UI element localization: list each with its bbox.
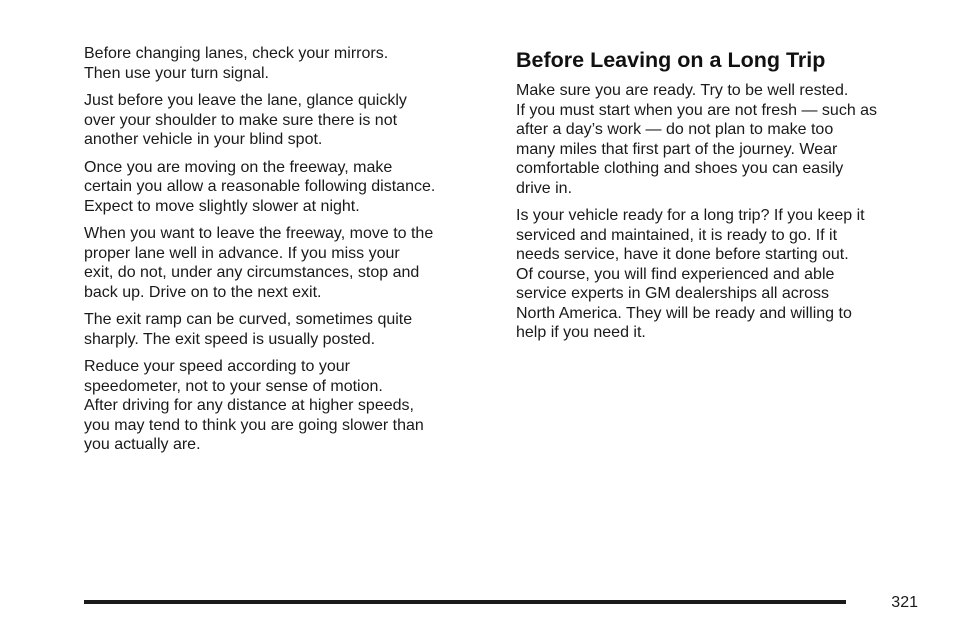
paragraph-blind-spot: Just before you leave the lane, glance quickly over your shoulder to make sure there is not another vehicle in your blind spot. (84, 92, 407, 148)
paragraph-leave-freeway: When you want to leave the freeway, move to the proper lane well in advance. If you miss your exit, do not, under any circumstances, stop and back up. Drive on to the next exit. (84, 225, 434, 301)
paragraph-check-mirrors: Before changing lanes, check your mirrors. Then use your turn signal. (84, 45, 389, 82)
paragraph-exit-ramp: The exit ramp can be curved, sometimes quite sharply. The exit speed is usually posted. (84, 311, 413, 348)
section-heading: Before Leaving on a Long Trip (516, 48, 826, 72)
footer-rule (84, 600, 846, 604)
page-number: 321 (891, 594, 918, 611)
paragraph-be-ready: Make sure you are ready. Try to be well rested. If you must start when you are not fresh — such as after a day’s work — do not plan to make too many miles that first part of the journey. Wear comfortable clothing and shoes you can easily drive in. (516, 82, 878, 197)
paragraph-vehicle-ready: Is your vehicle ready for a long trip? If you keep it serviced and maintained, it is ready to go. If it needs service, have it done before starting out. Of course, you will find experienced and able service experts in GM dealerships all across North America. They will be ready and willing to help if you need it. (516, 207, 865, 341)
left-column (84, 44, 486, 463)
paragraph-following-distance: Once you are moving on the freeway, make certain you allow a reasonable following distance. Expect to move slightly slower at night. (84, 158, 436, 215)
right-column (516, 44, 926, 351)
paragraph-reduce-speed: Reduce your speed according to your speedometer, not to your sense of motion. After driving for any distance at higher speeds, you may tend to think you are going slower than you actually are. (84, 358, 424, 453)
